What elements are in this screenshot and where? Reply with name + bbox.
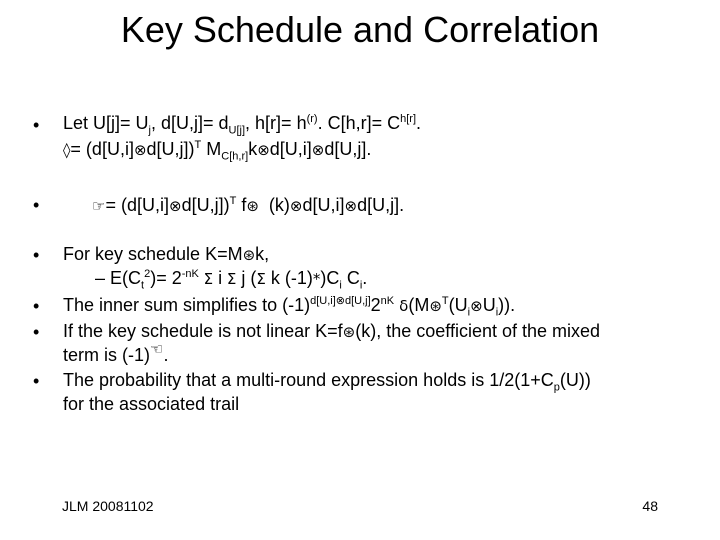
- exponent-symbol-icon: *: [312, 270, 321, 288]
- bullet-5: •: [33, 322, 40, 342]
- bullet-6-line-1: The probability that a multi-round expression holds is $1/2(1+C_p(U))$: [63, 370, 591, 394]
- bullet-1: •: [33, 115, 40, 135]
- bullet-3: •: [33, 245, 40, 265]
- bullet-3-subline: – $E(C_t^2)= 2^{-nK}$ Σ i Σ j (Σ k $(-1)*)C_i$ $C_i$.: [95, 268, 368, 292]
- tensor-symbol-icon: ⊗: [133, 141, 147, 159]
- sum-k-icon: Σ: [256, 270, 266, 288]
- tensor-symbol-icon: ⊗: [289, 197, 303, 215]
- bullet-4-line: The inner sum simplifies to $(-1)^{d[U,i]\otimes d[U,j]}2^{nK}$ $\delta(M⊛^T(U_i\otimes U_i))$.: [63, 295, 516, 319]
- sum-symbol-icon: ⊛: [246, 197, 259, 215]
- bullet-2-line: ☞= (d[U,i]⊗d[U,j])$^T$ f⊛ (k)⊗d[U,i]⊗d[U,j].: [92, 195, 405, 215]
- sum-i-icon: Σ: [198, 270, 214, 288]
- delta-function-icon: δ: [399, 297, 409, 315]
- bullet-4: •: [33, 296, 40, 316]
- bullet-5-line-2: term is (-1)☜.: [63, 340, 169, 365]
- bullet-6-line-2: for the associated trail: [63, 394, 240, 414]
- slide-title: Key Schedule and Correlation: [120, 9, 600, 50]
- footer-text: JLM 20081102: [62, 498, 154, 514]
- tensor-symbol-icon: ⊗: [344, 197, 358, 215]
- page-number: 48: [642, 498, 658, 514]
- bullet-2: •: [33, 195, 40, 215]
- sum-symbol-icon: ⊛: [429, 297, 442, 315]
- bullet-3-line: For key schedule K=M⊛k,: [63, 244, 270, 264]
- exponent-symbol-icon: ☜: [150, 340, 164, 358]
- bullet-6: •: [33, 371, 40, 391]
- bullet-1-line-1: Let $U[j]= U_j$, $d[U,j]= d_{U[j]}$, $h[r]= h^{(r)}$. $C[h,r]= C^{h[r]}$.: [63, 113, 422, 137]
- pointing-hand-icon: ☞: [92, 197, 106, 215]
- bullet-5-line-1: If the key schedule is not linear K=f⊛(k), the coefficient of the mixed: [63, 321, 601, 341]
- sum-symbol-icon: ⊛: [242, 246, 256, 264]
- tensor-symbol-icon: ⊗: [168, 197, 182, 215]
- tensor-symbol-icon: ⊗: [470, 297, 483, 315]
- tensor-symbol-icon: ⊗: [311, 141, 325, 159]
- bullet-1-line-2: ◊= (d[U,i]⊗d[U,j])$^T$ $M_{C[h,r]}k\otimes d[U,i]\otimes d[U,j]$.: [63, 139, 372, 163]
- sum-j-icon: Σ: [222, 270, 237, 288]
- tensor-symbol-icon: ⊗: [257, 141, 270, 159]
- sum-symbol-icon: ⊛: [342, 323, 356, 341]
- delta-symbol-icon: ◊: [63, 141, 71, 159]
